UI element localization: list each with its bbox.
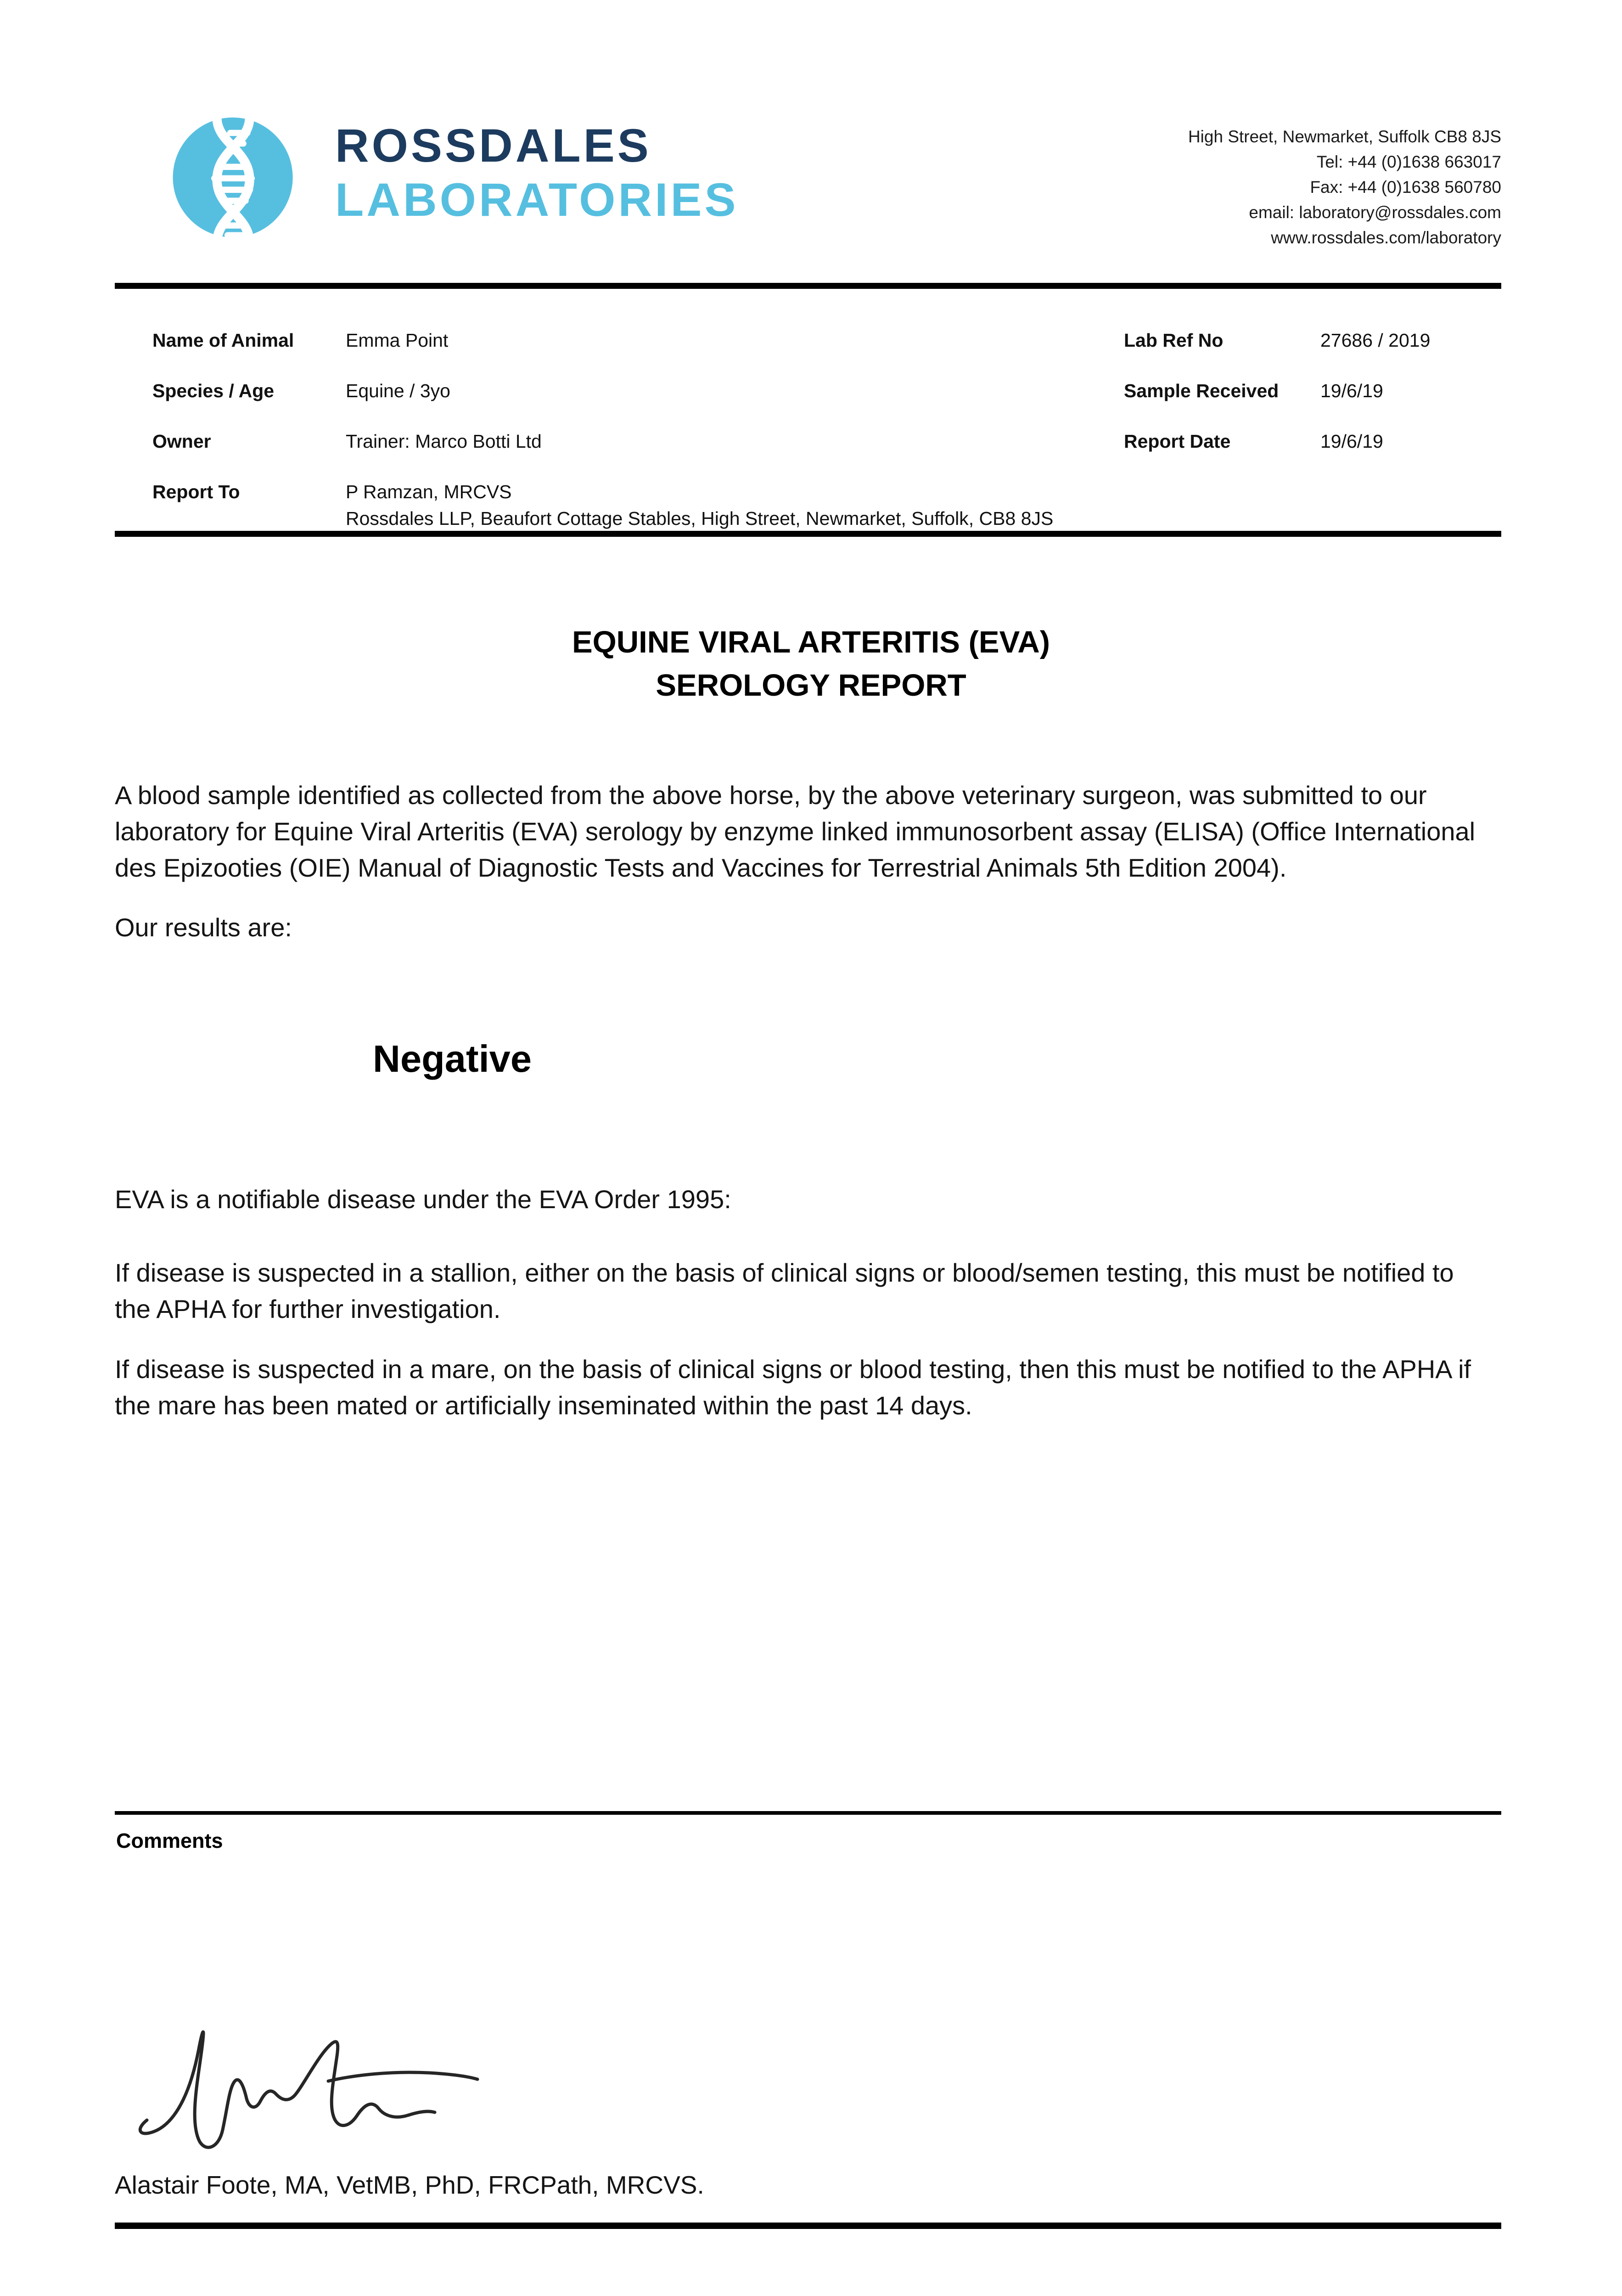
- contact-website: www.rossdales.com/laboratory: [1271, 228, 1501, 247]
- label-species-age: Species / Age: [152, 380, 275, 401]
- dna-helix-icon: [168, 113, 300, 251]
- details-divider-rule: [115, 531, 1501, 537]
- label-lab-ref-no: Lab Ref No: [1124, 330, 1224, 351]
- contact-fax: Fax: +44 (0)1638 560780: [1310, 178, 1501, 197]
- contact-email: email: laboratory@rossdales.com: [1249, 203, 1501, 222]
- label-sample-received: Sample Received: [1124, 380, 1279, 401]
- report-title-line1: EQUINE VIRAL ARTERITIS (EVA): [572, 625, 1050, 659]
- logo-line-laboratories: LABORATORIES: [335, 174, 739, 226]
- logo-wordmark: [335, 118, 739, 227]
- header-divider-rule: [115, 283, 1501, 289]
- result-value: Negative: [373, 1037, 532, 1080]
- signature-image: [126, 2017, 521, 2159]
- mare-note: If disease is suspected in a mare, on the basis of clinical signs or blood testing, then this must be notified to the APHA if the mare has been mated or artificially inseminated within the past 14 days.: [115, 1355, 1471, 1420]
- notifiable-disease-note: EVA is a notifiable disease under the EVA Order 1995:: [115, 1185, 731, 1214]
- report-title: [0, 621, 1622, 707]
- report-title-line2: SEROLOGY REPORT: [656, 668, 966, 703]
- label-report-to: Report To: [152, 481, 240, 502]
- value-report-date: 19/6/19: [1320, 431, 1383, 452]
- lab-contact-block: [1188, 124, 1501, 250]
- label-report-date: Report Date: [1124, 431, 1231, 452]
- intro-paragraph: A blood sample identified as collected from the above horse, by the above veterinary surgeon, was submitted to our laboratory for Equine Viral Arteritis (EVA) serology by enzyme linked immunosorbent assay (ELISA) (Office International des Epizooties (OIE) Manual of Diagnostic Tests and Vaccines for Terrestrial Animals 5th Edition 2004).: [115, 781, 1476, 882]
- value-lab-ref-no: 27686 / 2019: [1320, 330, 1431, 351]
- stallion-note: If disease is suspected in a stallion, either on the basis of clinical signs or blood/semen testing, this must be notified to the APHA for further investigation.: [115, 1258, 1454, 1323]
- signatory-name: Alastair Foote, MA, VetMB, PhD, FRCPath, MRCVS.: [115, 2171, 704, 2199]
- results-label: Our results are:: [115, 913, 292, 942]
- comments-heading: Comments: [116, 1829, 223, 1852]
- value-owner: Trainer: Marco Botti Ltd: [346, 431, 542, 452]
- comments-divider-rule: [115, 1811, 1501, 1815]
- label-name-of-animal: Name of Animal: [152, 330, 294, 351]
- label-owner: Owner: [152, 431, 211, 452]
- value-species-age: Equine / 3yo: [346, 380, 450, 401]
- footer-rule: [115, 2223, 1501, 2229]
- contact-tel: Tel: +44 (0)1638 663017: [1316, 152, 1501, 171]
- logo-line-rossdales: ROSSDALES: [335, 119, 651, 172]
- contact-address: High Street, Newmarket, Suffolk CB8 8JS: [1188, 127, 1501, 146]
- value-sample-received: 19/6/19: [1320, 380, 1383, 401]
- value-name-of-animal: Emma Point: [346, 330, 449, 351]
- value-report-to-address: Rossdales LLP, Beaufort Cottage Stables, High Street, Newmarket, Suffolk, CB8 8JS: [346, 508, 1054, 529]
- value-report-to: P Ramzan, MRCVS: [346, 481, 512, 502]
